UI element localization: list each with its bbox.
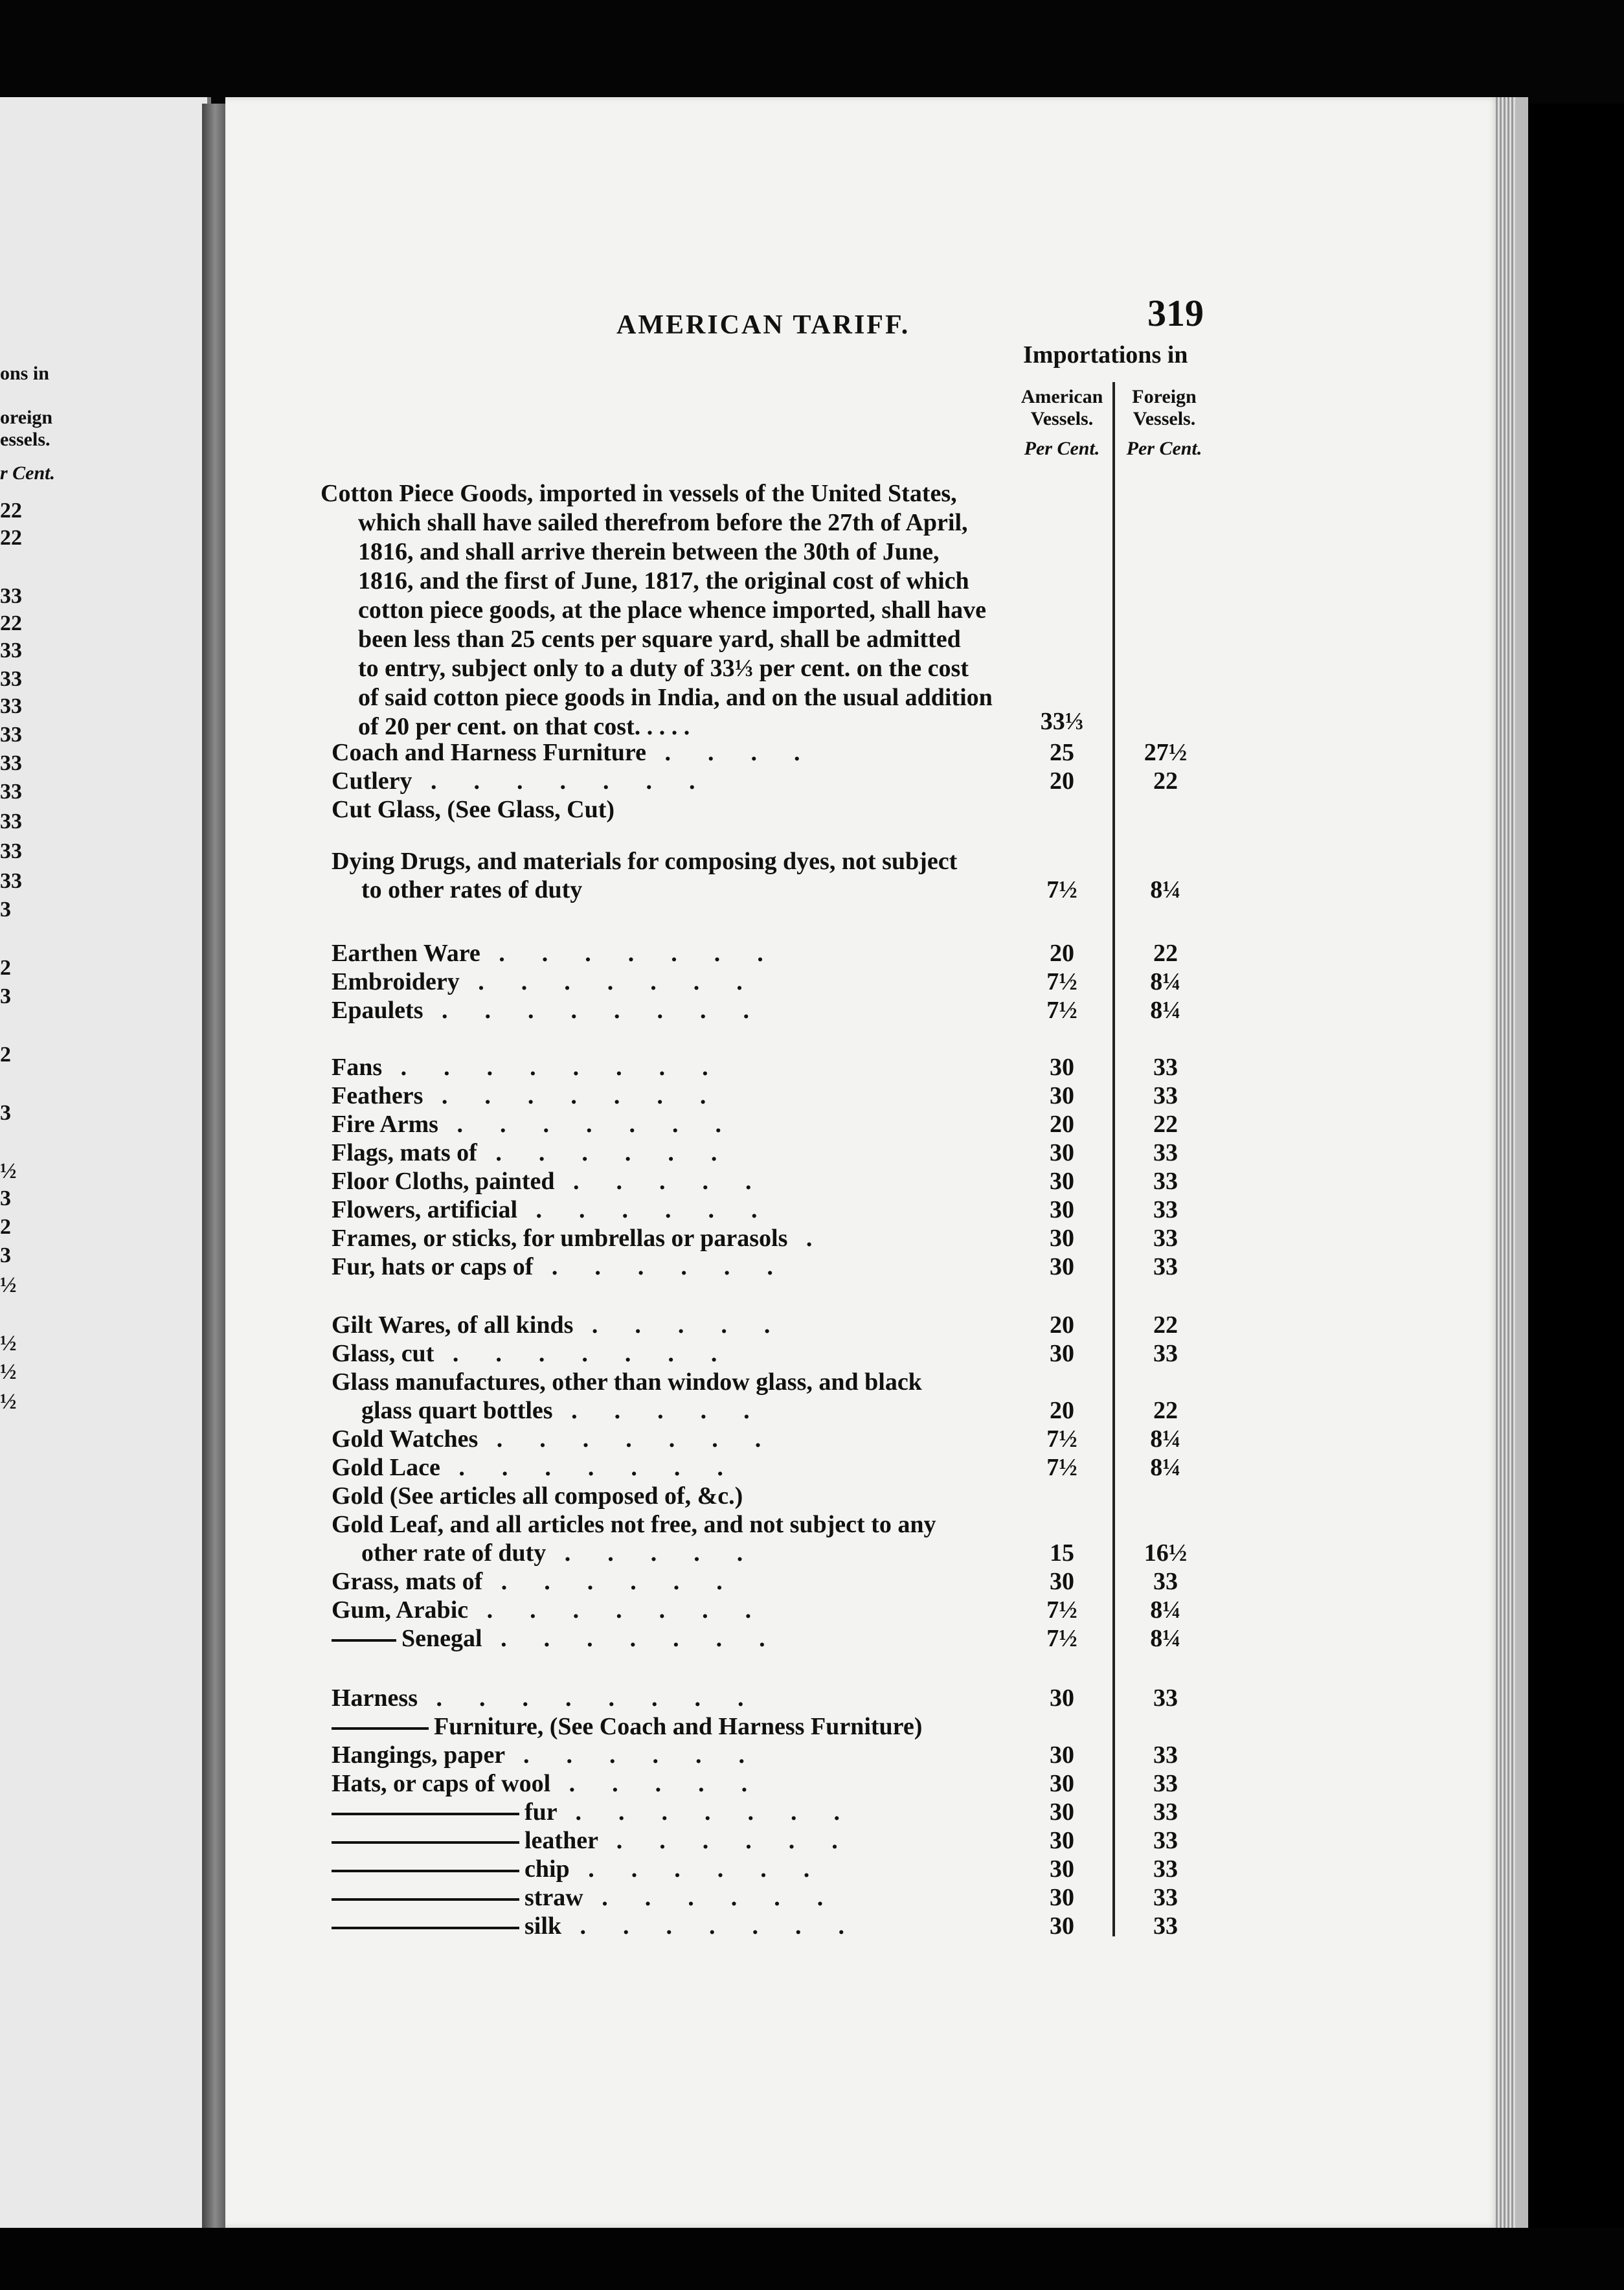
- foreign-value: 22: [1153, 940, 1178, 967]
- american-value: 30: [1050, 1884, 1074, 1911]
- paragraph-line: of 20 per cent. on that cost. . . . .: [358, 713, 690, 740]
- foreign-value: 33: [1153, 1770, 1178, 1797]
- american-value: 20: [1050, 1311, 1074, 1339]
- item-label: [332, 1110, 721, 1139]
- item-label: [332, 767, 695, 795]
- item-label-text: silk: [524, 1912, 562, 1940]
- american-value: 30: [1050, 1855, 1074, 1883]
- american-value: 7½: [1046, 876, 1077, 903]
- item-label-text: Dying Drugs, and materials for composing dyes, not subject: [332, 848, 958, 875]
- item-label: [332, 738, 800, 767]
- dot-leader: . . . . . . .: [556, 1798, 840, 1826]
- left-page-fragment: 2: [0, 1215, 11, 1239]
- item-label: [332, 1624, 765, 1653]
- american-value: 15: [1050, 1539, 1074, 1567]
- item-label-text: Gold Lace: [332, 1454, 440, 1481]
- american-value: 30: [1050, 1568, 1074, 1595]
- cotton-piece-goods-entry: [321, 479, 1026, 742]
- item-label-text: Frames, or sticks, for umbrellas or parasols: [332, 1225, 788, 1252]
- left-page-fragment: 2: [0, 1043, 11, 1067]
- item-label: [332, 1368, 922, 1396]
- left-page-fragment: 33: [0, 839, 22, 863]
- american-value: 30: [1050, 1741, 1074, 1769]
- dot-leader: . . . . . .: [569, 1855, 810, 1883]
- item-label-text: Gold Leaf, and all articles not free, and not subject to any: [332, 1511, 936, 1538]
- paragraph-line: 1816, and shall arrive therein between the 30th of June,: [358, 538, 940, 565]
- column-divider-rule: [1112, 382, 1115, 1936]
- foreign-col-line1: Foreign: [1132, 386, 1197, 407]
- dot-leader: . . . . . .: [504, 1741, 745, 1769]
- item-label-text: Gum, Arabic: [332, 1596, 469, 1624]
- item-label-text: Grass, mats of: [332, 1568, 483, 1595]
- foreign-value: 33: [1153, 1884, 1178, 1911]
- american-value: 30: [1050, 1798, 1074, 1826]
- foreign-value: 33: [1153, 1082, 1178, 1109]
- dot-leader: . . . . . . . .: [423, 997, 749, 1024]
- dot-leader: . . . . .: [552, 1397, 750, 1424]
- item-label-text: Hats, or caps of wool: [332, 1770, 551, 1797]
- ditto-rule: [332, 1927, 519, 1929]
- left-page-fragment: 33: [0, 694, 22, 718]
- item-label-text: straw: [524, 1884, 583, 1911]
- paragraph-line: been less than 25 cents per square yard, shall be admitted: [358, 626, 961, 653]
- paragraph-line: to entry, subject only to a duty of 33⅓ per cent. on the cost: [358, 655, 969, 682]
- dot-leader: . . . . . . .: [434, 1340, 717, 1367]
- item-label-text: chip: [524, 1855, 570, 1883]
- item-label-text: Harness: [332, 1684, 418, 1712]
- item-label: [332, 1769, 747, 1798]
- american-value: 30: [1050, 1770, 1074, 1797]
- american-value: 25: [1050, 739, 1074, 766]
- foreign-col-line2: Vessels.: [1133, 408, 1196, 429]
- item-label-text: Senegal: [401, 1625, 482, 1652]
- item-label-text: Fur, hats or caps of: [332, 1253, 534, 1280]
- item-label-text: Glass manufactures, other than window glass, and black: [332, 1368, 922, 1396]
- american-value: 20: [1050, 1111, 1074, 1138]
- american-value: 30: [1050, 1827, 1074, 1854]
- dot-leader: . . . . . .: [583, 1884, 824, 1911]
- item-label: [332, 1912, 844, 1940]
- item-label: [361, 1539, 743, 1567]
- left-page-fragment: ½: [0, 1273, 17, 1297]
- item-label: [332, 1596, 751, 1624]
- item-label: [332, 939, 763, 968]
- dot-leader: . . . . . . .: [459, 968, 743, 995]
- dot-leader: . . . . . . .: [561, 1912, 845, 1940]
- left-page-fragment: essels.: [0, 429, 51, 450]
- item-label: [332, 1567, 723, 1596]
- item-label-text: Fans: [332, 1054, 383, 1081]
- item-label: [332, 1482, 743, 1510]
- foreign-value: 33: [1153, 1196, 1178, 1223]
- item-label: [332, 1741, 745, 1769]
- american-value: 30: [1050, 1082, 1074, 1109]
- american-value: 33⅓: [1040, 708, 1084, 735]
- left-page-fragment: 33: [0, 780, 22, 804]
- left-page-fragment: 22: [0, 499, 22, 523]
- left-page-fragment: ½: [0, 1390, 17, 1414]
- item-label-text: Feathers: [332, 1082, 423, 1109]
- foreign-value: 8¼: [1150, 1625, 1181, 1652]
- foreign-value: 33: [1153, 1340, 1178, 1367]
- item-label: [361, 876, 582, 904]
- left-page-fragment: 22: [0, 611, 22, 635]
- item-label: [332, 1712, 922, 1741]
- item-label: [332, 1826, 838, 1855]
- paragraph-line: cotton piece goods, at the place whence imported, shall have: [358, 596, 986, 624]
- foreign-value: 33: [1153, 1741, 1178, 1769]
- left-page-fragment: 3: [0, 898, 11, 922]
- foreign-value: 33: [1153, 1168, 1178, 1195]
- dot-leader: . . . . . .: [482, 1568, 723, 1595]
- american-value: 7½: [1046, 997, 1077, 1024]
- dot-leader: . . . . . . .: [478, 1425, 761, 1453]
- american-col-line2: Vessels.: [1030, 408, 1094, 429]
- paragraph-line: 1816, and the first of June, 1817, the original cost of which: [358, 567, 969, 595]
- dot-leader: . . . . .: [550, 1770, 748, 1797]
- foreign-value: 8¼: [1150, 1425, 1181, 1453]
- american-value: 7½: [1046, 1596, 1077, 1624]
- item-label: [332, 1339, 717, 1368]
- foreign-value: 22: [1153, 1111, 1178, 1138]
- american-value: 30: [1050, 1340, 1074, 1367]
- foreign-value: 22: [1153, 1397, 1178, 1424]
- american-value: 30: [1050, 1054, 1074, 1081]
- american-value: 30: [1050, 1139, 1074, 1166]
- american-value: 30: [1050, 1684, 1074, 1712]
- item-label-text: Coach and Harness Furniture: [332, 739, 646, 766]
- item-label: [332, 1082, 706, 1110]
- foreign-value: 33: [1153, 1855, 1178, 1883]
- dot-leader: . . . .: [646, 739, 800, 766]
- foreign-value: 33: [1153, 1827, 1178, 1854]
- item-label: [332, 1253, 773, 1281]
- foreign-value: 27½: [1144, 739, 1188, 766]
- dot-leader: . . . . . .: [598, 1827, 838, 1854]
- item-label-text: Embroidery: [332, 968, 460, 995]
- item-label-text: Gilt Wares, of all kinds: [332, 1311, 574, 1339]
- foreign-value: 8¼: [1150, 968, 1181, 995]
- foreign-value: 33: [1153, 1798, 1178, 1826]
- american-value: 7½: [1046, 1454, 1077, 1481]
- left-page-fragment: 33: [0, 667, 22, 691]
- foreign-value: 33: [1153, 1912, 1178, 1940]
- item-label-text: Gold Watches: [332, 1425, 479, 1453]
- american-value: 30: [1050, 1253, 1074, 1280]
- ditto-rule: [332, 1898, 519, 1901]
- item-label: [332, 1510, 936, 1539]
- american-value: 30: [1050, 1225, 1074, 1252]
- item-label-text: Floor Cloths, painted: [332, 1168, 555, 1195]
- item-label: [332, 1139, 717, 1167]
- american-value: 20: [1050, 767, 1074, 795]
- dot-leader: . . . . . . . .: [382, 1054, 708, 1081]
- item-label-text: Epaulets: [332, 997, 423, 1024]
- paragraph-line: Cotton Piece Goods, imported in vessels of the United States,: [321, 480, 957, 507]
- item-label-text: Glass, cut: [332, 1340, 434, 1367]
- item-label: [332, 1053, 708, 1082]
- left-page-fragment: 33: [0, 751, 22, 775]
- american-per-cent: Per Cent.: [1024, 438, 1100, 459]
- left-page-fragment: r Cent.: [0, 462, 56, 484]
- item-label-text: Flags, mats of: [332, 1139, 477, 1166]
- foreign-value: 22: [1153, 767, 1178, 795]
- foreign-value: 33: [1153, 1139, 1178, 1166]
- importations-heading: Importations in: [1023, 341, 1188, 368]
- item-label: [361, 1396, 750, 1425]
- item-label-text: glass quart bottles: [361, 1397, 553, 1424]
- american-value: 7½: [1046, 1625, 1077, 1652]
- item-label-text: Hangings, paper: [332, 1741, 505, 1769]
- item-label-text: Cutlery: [332, 767, 412, 795]
- foreign-value: 8¼: [1150, 1454, 1181, 1481]
- item-label: [332, 1453, 723, 1482]
- left-page-fragment: 33: [0, 639, 22, 663]
- dot-leader: . . . . . . .: [412, 767, 695, 795]
- ditto-rule: [332, 1813, 519, 1815]
- item-label-text: Earthen Ware: [332, 940, 480, 967]
- item-label-text: to other rates of duty: [361, 876, 583, 903]
- dot-leader: . . . . . . .: [480, 940, 763, 967]
- dot-leader: . . . . . . .: [423, 1082, 706, 1109]
- dot-leader: . . . . .: [546, 1539, 743, 1567]
- paragraph-line: which shall have sailed therefrom before the 27th of April,: [358, 509, 968, 536]
- foreign-value: 33: [1153, 1225, 1178, 1252]
- dot-leader: . . . . . .: [533, 1253, 773, 1280]
- foreign-value: 16½: [1144, 1539, 1188, 1567]
- dot-leader: . . . . . . .: [468, 1596, 752, 1624]
- left-page-fragment: 22: [0, 526, 22, 550]
- ditto-rule: [332, 1727, 429, 1730]
- left-page-fragment: 3: [0, 1186, 11, 1210]
- left-page-fragment: ½: [0, 1360, 17, 1384]
- dot-leader: . . . . .: [573, 1311, 771, 1339]
- page-number: 319: [1147, 292, 1204, 334]
- left-page-fragment: 33: [0, 723, 22, 747]
- foreign-value: 22: [1153, 1311, 1178, 1339]
- ditto-rule: [332, 1639, 396, 1642]
- running-title: AMERICAN TARIFF.: [616, 310, 910, 340]
- item-label-text: leather: [524, 1827, 598, 1854]
- foreign-value: 33: [1153, 1684, 1178, 1712]
- item-label: [332, 996, 749, 1025]
- foreign-value: 8¼: [1150, 997, 1181, 1024]
- item-label-text: Furniture, (See Coach and Harness Furniture): [434, 1713, 923, 1740]
- american-value: 7½: [1046, 1425, 1077, 1453]
- dot-leader: . . . . . . .: [440, 1454, 723, 1481]
- american-value: 30: [1050, 1168, 1074, 1195]
- foreign-value: 8¼: [1150, 876, 1181, 903]
- item-label-text: fur: [524, 1798, 557, 1826]
- item-label-text: Gold (See articles all composed of, &c.): [332, 1482, 743, 1510]
- american-value: 20: [1050, 940, 1074, 967]
- item-label: [332, 1167, 752, 1196]
- american-value: 30: [1050, 1912, 1074, 1940]
- left-page-fragment: 33: [0, 584, 22, 608]
- american-value: 7½: [1046, 968, 1077, 995]
- left-page-fragment: 33: [0, 810, 22, 833]
- ditto-rule: [332, 1870, 519, 1872]
- foreign-value: 8¼: [1150, 1596, 1181, 1624]
- foreign-vessels-column-header: [1112, 386, 1216, 430]
- foreign-value: 33: [1153, 1568, 1178, 1595]
- dot-leader: .: [787, 1225, 813, 1252]
- item-label: [332, 795, 615, 824]
- item-label: [332, 968, 743, 996]
- item-label-text: Fire Arms: [332, 1111, 438, 1138]
- left-page-fragment: ½: [0, 1159, 17, 1183]
- item-label: [332, 1311, 770, 1339]
- item-label-text: other rate of duty: [361, 1539, 547, 1567]
- dot-leader: . . . . .: [554, 1168, 752, 1195]
- left-page-fragment: 3: [0, 984, 11, 1008]
- american-value: 30: [1050, 1196, 1074, 1223]
- american-vessels-column-header: [1010, 386, 1114, 430]
- item-label: [332, 1425, 761, 1453]
- foreign-value: 33: [1153, 1054, 1178, 1081]
- ditto-rule: [332, 1841, 519, 1844]
- item-label: [332, 847, 957, 876]
- foreign-per-cent: Per Cent.: [1126, 438, 1202, 459]
- paragraph-line: of said cotton piece goods in India, and on the usual addition: [358, 684, 993, 711]
- left-page-fragment: ons in: [0, 363, 49, 384]
- left-page-fragment: ½: [0, 1332, 17, 1355]
- item-label: [332, 1224, 812, 1253]
- item-label: [332, 1855, 809, 1883]
- item-label: [332, 1883, 823, 1912]
- item-label-text: Cut Glass, (See Glass, Cut): [332, 796, 615, 823]
- left-page-fragment: 3: [0, 1243, 11, 1267]
- dot-leader: . . . . . .: [477, 1139, 717, 1166]
- dot-leader: . . . . . .: [517, 1196, 758, 1223]
- item-label: [332, 1196, 758, 1224]
- item-label: [332, 1684, 744, 1712]
- left-page-fragment: 3: [0, 1101, 11, 1125]
- american-value: 20: [1050, 1397, 1074, 1424]
- left-page-fragment: 2: [0, 956, 11, 980]
- item-label-text: Flowers, artificial: [332, 1196, 518, 1223]
- foreign-value: 33: [1153, 1253, 1178, 1280]
- left-page-fragment: oreign: [0, 407, 53, 428]
- item-label: [332, 1798, 840, 1826]
- left-page-fragment: 33: [0, 869, 22, 893]
- dot-leader: . . . . . . .: [482, 1625, 765, 1652]
- dot-leader: . . . . . . .: [438, 1111, 721, 1138]
- dot-leader: . . . . . . . .: [418, 1684, 744, 1712]
- american-col-line1: American: [1021, 386, 1103, 407]
